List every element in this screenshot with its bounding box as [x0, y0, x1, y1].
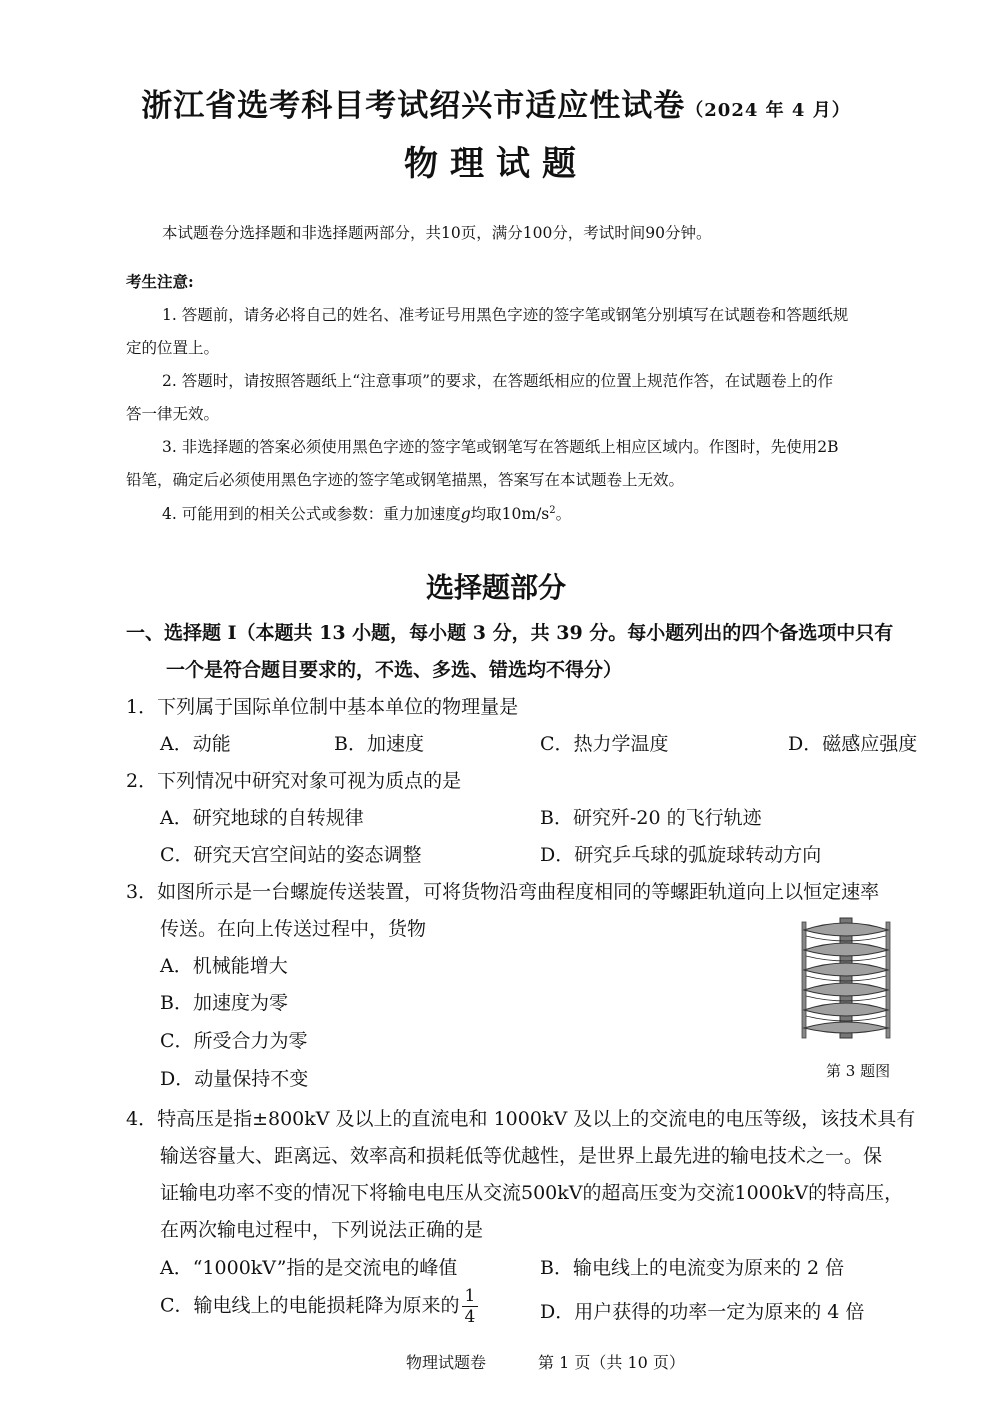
- q3-option-c: C．所受合力为零: [160, 1030, 308, 1052]
- notice-item-3: 3. 非选择题的答案必须使用黑色字迹的签字笔或钢笔写在答题纸上相应区域内。作图时，先使用2B: [162, 438, 839, 456]
- section-title: 选择题部分: [425, 571, 566, 604]
- notice-heading: 考生注意:: [126, 272, 194, 291]
- notice-item-4: 4. 可能用到的相关公式或参数：重力加速度g均取$10m/s^2$。: [162, 504, 572, 523]
- q1-stem: 1．下列属于国际单位制中基本单位的物理量是: [126, 696, 519, 718]
- q4-stem-line4: 在两次输电过程中，下列说法正确的是: [160, 1219, 484, 1241]
- q2-option-b: B．研究歼-20 的飞行轨迹: [540, 807, 762, 829]
- q2-option-a: A．研究地球的自转规律: [160, 807, 364, 829]
- exam-date: （2024 年 4 月）: [685, 100, 851, 121]
- footer-page-number: 第 1 页（共 10 页）: [538, 1353, 685, 1372]
- exam-subject: 物理试题: [404, 144, 588, 184]
- notice-item-1-cont: 定的位置上。: [126, 339, 220, 357]
- q3-option-d: D．动量保持不变: [160, 1068, 309, 1090]
- q4-stem: 4．特高压是指±800kV 及以上的直流电和 1000kV 及以上的交流电的电压等级，该技术具有: [126, 1108, 916, 1130]
- q4-stem-line3: 证输电功率不变的情况下将输电电压从交流500kV的超高压变为交流1000kV的特高压，: [160, 1182, 904, 1204]
- intro-text: 本试题卷分选择题和非选择题两部分，共10页，满分100分，考试时间90分钟。: [162, 224, 712, 242]
- part1-instructions-cont: 一个是符合题目要求的，不选、多选、错选均不得分）: [166, 659, 623, 681]
- notice-item-3-cont: 铅笔，确定后必须使用黑色字迹的签字笔或钢笔描黑，答案写在本试题卷上无效。: [126, 471, 685, 489]
- q4-option-c: C．输电线上的电能损耗降为原来的 $\frac{1}{4}$: [160, 1286, 478, 1327]
- q3-stem-cont: 传送。在向上传送过程中，货物: [160, 918, 427, 940]
- q1-option-d: D．磁感应强度: [788, 733, 918, 755]
- q2-stem: 2．下列情况中研究对象可视为质点的是: [126, 770, 462, 792]
- one-quarter-fraction: $\frac{1}{4}$: [462, 1286, 479, 1327]
- footer-paper-name: 物理试题卷: [406, 1353, 487, 1372]
- q4-stem-line2: 输送容量大、距离远、效率高和损耗低等优越性，是世界上最先进的输电技术之一。保: [160, 1145, 883, 1167]
- q4-option-d: D．用户获得的功率一定为原来的 4 倍: [540, 1301, 865, 1323]
- notice-item-2-cont: 答一律无效。: [126, 405, 220, 423]
- q3-stem: 3．如图所示是一台螺旋传送装置，可将货物沿弯曲程度相同的等螺距轨道向上以恒定速率: [126, 881, 880, 903]
- q3-option-b: B．加速度为零: [160, 992, 288, 1014]
- notice-item-2: 2. 答题时，请按照答题纸上“注意事项”的要求，在答题纸相应的位置上规范作答，在试题卷上的作: [162, 372, 834, 390]
- exam-title-text: 浙江省选考科目考试绍兴市适应性试卷: [141, 88, 686, 124]
- q4-option-b: B．输电线上的电流变为原来的 2 倍: [540, 1257, 845, 1279]
- exam-title: [0, 80, 992, 125]
- q1-option-b: B．加速度: [334, 733, 424, 755]
- q4-option-a: A．“1000kV”指的是交流电的峰值: [160, 1257, 458, 1279]
- q1-option-a: A．动能: [160, 733, 231, 755]
- q3-option-a: A．机械能增大: [160, 955, 288, 977]
- spiral-conveyor-figure: [798, 916, 894, 1040]
- q3-figure-caption: 第 3 题图: [826, 1062, 891, 1080]
- q2-option-c: C．研究天宫空间站的姿态调整: [160, 844, 422, 866]
- q1-option-c: C．热力学温度: [540, 733, 669, 755]
- notice-item-1: 1. 答题前，请务必将自己的姓名、准考证号用黑色字迹的签字笔或钢笔分别填写在试题卷和答题纸规: [162, 306, 849, 324]
- gravity-symbol: g: [460, 505, 471, 523]
- part1-instructions: 一、选择题 I（本题共 13 小题，每小题 3 分，共 39 分。每小题列出的四个备选项中只有: [126, 622, 894, 644]
- q2-option-d: D．研究乒乓球的弧旋球转动方向: [540, 844, 822, 866]
